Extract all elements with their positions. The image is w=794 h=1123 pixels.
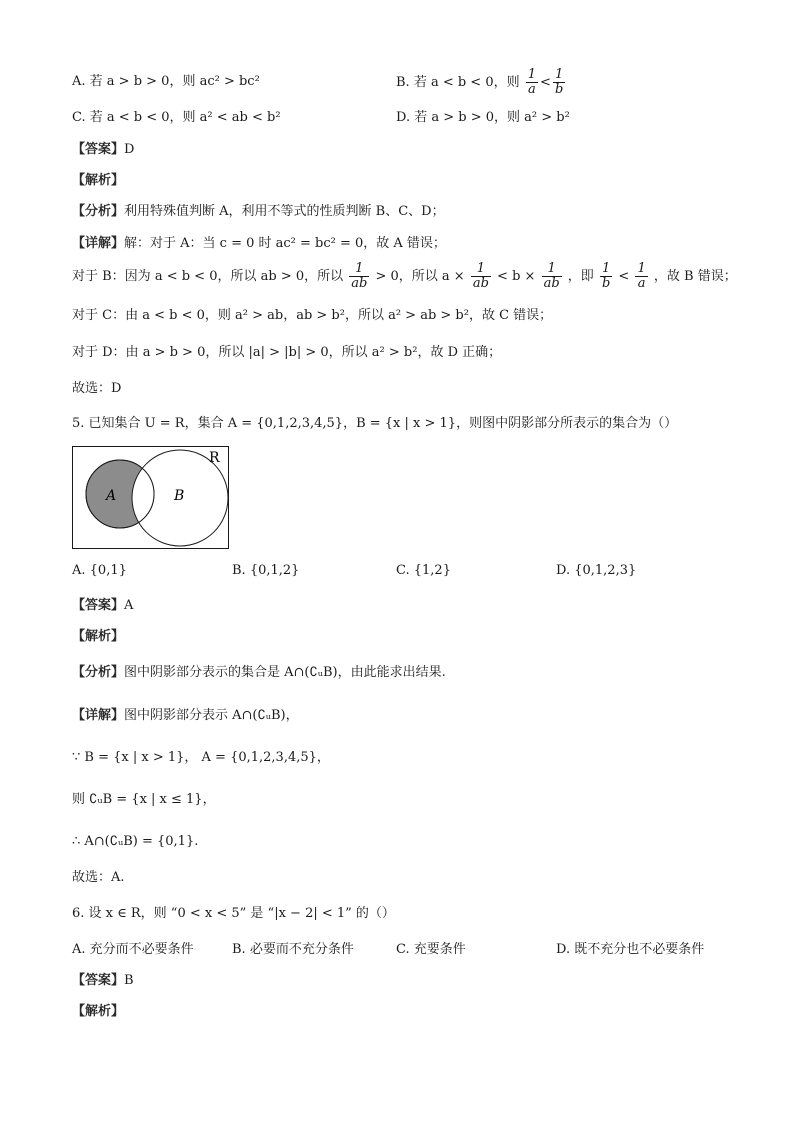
b-analysis-part: < b × [497,269,536,284]
q4-option-a: A. 若 a > b > 0，则 ac² > bc² [72,74,260,89]
q6-option-d: D. 既不充分也不必要条件 [556,942,705,957]
frac-num: 1 [542,262,562,277]
q4-answer [72,140,134,160]
answer-value: A [124,598,134,613]
q4-option-b-frac1 [526,68,538,97]
q5-step-3: ∴ A∩(∁ᵤB) = {0,1}. [72,834,199,849]
q4-option-d: D. 若 a > b > 0，则 a² > b² [396,110,570,125]
q6-option-a: A. 充分而不必要条件 [72,942,194,957]
fenxi-text: 图中阴影部分表示的集合是 A∩(∁ᵤB)，由此能求出结果. [124,665,446,680]
frac-num: 1 [527,67,537,82]
b-analysis-part: ，故 B 错误； [653,269,737,284]
q5-fenxi [72,663,446,683]
universe-label: R [209,450,220,466]
set-b-label: B [174,488,185,504]
frac-den: ab [351,276,368,291]
analysis-tag: 【解析】 [72,173,125,188]
frac-den: ab [543,276,560,291]
q4-option-b-prefix: B. 若 a < b < 0，则 [396,75,520,90]
b-analysis-part: > 0，所以 a × [375,269,465,284]
xiangjie-tag: 【详解】 [72,236,125,251]
q6-stem: 6. 设 x ∈ R，则 “0 < x < 5” 是 “|x − 2| < 1” 的（） [72,906,395,921]
q4-option-c: C. 若 a < b < 0，则 a² < ab < b² [72,110,281,125]
b-frac [542,262,562,291]
q5-option-d: D. {0,1,2,3} [556,563,637,578]
q5-analysis-tag [72,627,124,647]
frac-num: 1 [637,261,646,276]
q4-option-b-frac2 [553,68,565,97]
fenxi-tag: 【分析】 [72,665,125,680]
answer-tag: 【答案】 [72,598,125,613]
frac-num: 1 [471,262,491,277]
frac-den: a [528,82,536,97]
venn-diagram [72,446,230,550]
analysis-tag: 【解析】 [72,629,125,644]
q5-stem: 5. 已知集合 U = R，集合 A = {0,1,2,3,4,5}，B = {x | x > 1}，则图中阴影部分所表示的集合为（） [72,416,678,431]
q5-option-b: B. {0,1,2} [232,563,300,578]
frac-den: b [601,276,611,291]
analysis-tag: 【解析】 [72,1004,125,1019]
q4-fenxi [72,202,445,222]
q5-xiangjie [72,706,299,726]
frac-den: ab [472,276,489,291]
q4-conclusion: 故选：D [72,381,122,396]
q5-step-1: ∵ B = {x | x > 1}， A = {0,1,2,3,4,5}， [72,750,330,765]
b-frac [349,262,369,291]
q5-option-a: A. {0,1} [72,563,127,578]
xiangjie-text: 图中阴影部分表示 A∩(∁ᵤB)， [124,708,299,723]
q6-option-b: B. 必要而不充分条件 [232,942,354,957]
frac-num: 1 [553,68,565,83]
q4-b-analysis [72,262,737,292]
b-analysis-part: ，即 [567,269,594,284]
answer-value: B [124,973,134,988]
q5-step-2: 则 ∁ᵤB = {x | x ≤ 1}， [72,792,216,807]
q5-conclusion: 故选：A. [72,870,125,885]
q4-analysis-tag [72,171,124,191]
frac-den: b [554,82,564,97]
answer-tag: 【答案】 [72,142,125,157]
q4-xiangjie [72,234,446,254]
b-analysis-part: < [618,269,630,284]
answer-value: D [124,142,135,157]
fenxi-tag: 【分析】 [72,204,125,219]
q6-answer [72,971,134,991]
q5-answer [72,596,133,616]
q5-option-c: C. {1,2} [396,563,451,578]
b-frac [600,262,612,291]
answer-tag: 【答案】 [72,973,125,988]
xiangjie-text: 解：对于 A：当 c = 0 时 ac² = bc² = 0，故 A 错误； [124,236,446,251]
fenxi-text: 利用特殊值判断 A，利用不等式的性质判断 B、C、D； [124,204,445,219]
set-a-label: A [106,488,117,504]
q4-option-b: B. 若 a < b < 0，则 $\frac{1}{a}$ < $\frac{1}{b}$ [396,67,564,97]
q4-c-analysis: 对于 C：由 a < b < 0，则 a² > ab，ab > b²，所以 a² > ab > b²，故 C 错误； [72,308,553,323]
frac-num: 1 [600,262,612,277]
b-frac [635,262,647,291]
q4-d-analysis: 对于 D：由 a > b > 0，所以 |a| > |b| > 0，所以 a² > b²，故 D 正确； [72,345,502,360]
frac-num: 1 [349,262,369,277]
q6-option-c: C. 充要条件 [396,942,466,957]
b-frac [471,262,491,291]
q6-analysis-tag [72,1002,124,1022]
frac-den: a [637,276,646,291]
xiangjie-tag: 【详解】 [72,708,125,723]
b-analysis-part: 对于 B：因为 a < b < 0，所以 ab > 0，所以 [72,269,344,284]
